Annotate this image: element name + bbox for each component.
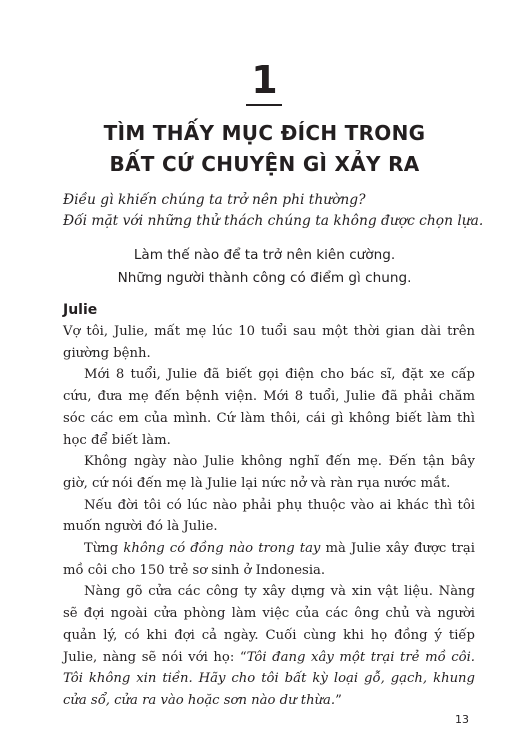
paragraph-text: Vợ tôi, Julie, mất mẹ lúc 10 tuổi sau một thời gian dài trên giường bệnh.	[63, 324, 475, 361]
chapter-title-line: BẤT CỨ CHUYỆN GÌ XẢY RA	[109, 152, 420, 176]
body-paragraph	[63, 495, 475, 538]
body-paragraph	[63, 364, 475, 451]
body-text	[63, 321, 475, 712]
paragraph-text: Mới 8 tuổi, Julie đã biết gọi điện cho bác sĩ, đặt xe cấp cứu, đưa mẹ đến bệnh viện. Mới 8 tuổi, Julie đã phải chăm sóc các em của mình. Cứ làm thôi, cái gì không biết làm thì học để biết làm.	[63, 367, 475, 448]
body-paragraph	[63, 581, 475, 711]
body-paragraph	[63, 451, 475, 494]
body-paragraph	[63, 538, 475, 581]
paragraph-text: Nàng gõ cửa các công ty xây dựng và xin vật liệu. Nàng sẽ đợi ngoài cửa phòng làm việc của các ông chủ và người quản lý, có khi đợi cả ngày. Cuối cùng khi họ đồng ý tiếp Julie, nàng sẽ nói với họ: “	[63, 584, 475, 665]
page-number: 13	[455, 713, 469, 726]
chapter-title-line: TÌM THẤY MỤC ĐÍCH TRONG	[103, 121, 426, 145]
intro-line: Điều gì khiến chúng ta trở nên phi thường?	[63, 192, 366, 208]
italic-text: không có đồng nào trong tay	[123, 541, 321, 557]
paragraph-text: ”	[335, 692, 342, 708]
chapter-subhead	[0, 244, 529, 290]
intro-line: Đối mặt với những thử thách chúng ta không được chọn lựa.	[63, 213, 484, 229]
intro-questions	[63, 190, 484, 232]
chapter-title	[0, 118, 529, 180]
subhead-line: Những người thành công có điểm gì chung.	[117, 270, 412, 286]
paragraph-text: Từng	[84, 541, 124, 557]
chapter-divider	[246, 104, 282, 106]
paragraph-text: Nếu đời tôi có lúc nào phải phụ thuộc vào ai khác thì tôi muốn người đó là Julie.	[63, 497, 475, 535]
chapter-number: 1	[251, 58, 278, 102]
section-heading: Julie	[63, 302, 98, 318]
subhead-line: Làm thế nào để ta trở nên kiên cường.	[133, 247, 396, 263]
italic-text: Tôi đang xây một trại trẻ mồ côi. Tôi không xin tiền. Hãy cho tôi bất kỳ loại gỗ, gạch, khung cửa sổ, cửa ra vào hoặc sơn nào dư thừa.	[63, 649, 475, 708]
paragraph-text: Không ngày nào Julie không nghĩ đến mẹ. Đến tận bây giờ, cứ nói đến mẹ là Julie lại nức nở và ràn rụa nước mắt.	[63, 454, 475, 491]
paragraph-text: mà Julie xây được trại mồ côi cho 150 trẻ sơ sinh ở Indonesia.	[63, 541, 475, 578]
body-paragraph	[63, 321, 475, 364]
